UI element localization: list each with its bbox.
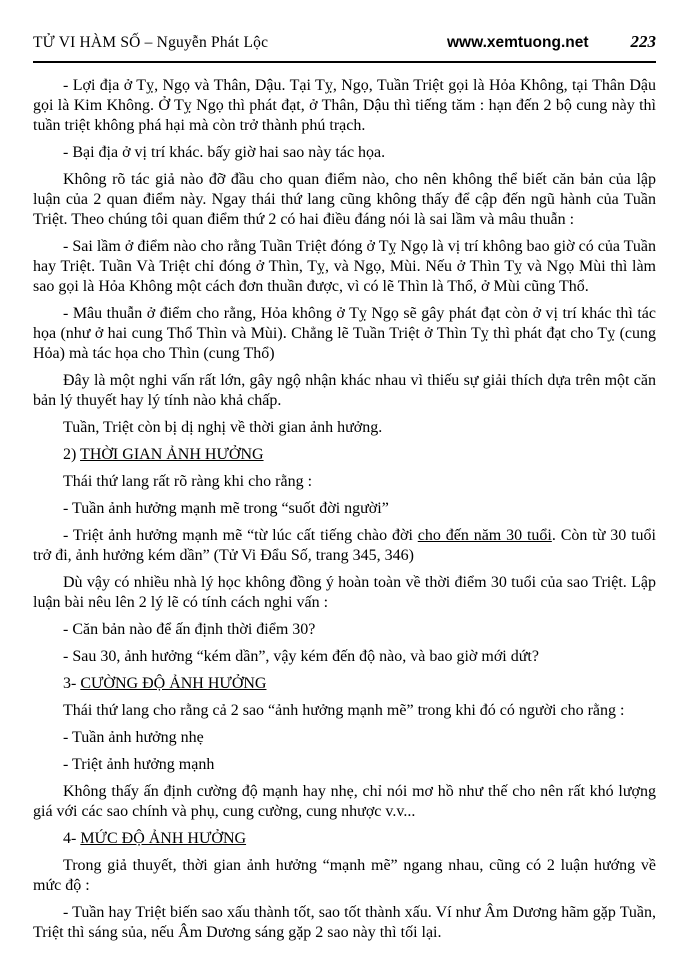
text-run: - Tuần hay Triệt biến sao xấu thành tốt, sao tốt thành xấu. Ví như Âm Dương hãm gặp Tuần, Triệt thì sáng sủa, nếu Âm Dương sáng gặp 2 sao này thì tối lại. xyxy=(33,904,656,941)
heading-number: 2) xyxy=(63,446,81,463)
text-run: - Căn bản nào để ấn định thời điểm 30? xyxy=(63,621,316,638)
page-number: 223 xyxy=(630,32,656,51)
text-run: Trong giả thuyết, thời gian ảnh hưởng “mạnh mẽ” ngang nhau, cũng có 2 luận hướng về mức độ : xyxy=(33,857,656,894)
text-run: - Triệt ảnh hưởng mạnh mẽ “từ lúc cất tiếng chào đời xyxy=(63,527,418,544)
website-url: www.xemtuong.net xyxy=(446,34,589,51)
paragraph xyxy=(33,856,656,896)
paragraph xyxy=(33,499,656,519)
text-run: - Tuần ảnh hưởng nhẹ xyxy=(63,729,204,746)
paragraph xyxy=(33,237,656,297)
paragraph xyxy=(33,371,656,411)
book-title: TỬ VI HÀM SỐ – Nguyễn Phát Lộc xyxy=(33,34,269,51)
text-run: Đây là một nghi vấn rất lớn, gây ngộ nhận khác nhau vì thiếu sự giải thích dựa trên một căn bản lý thuyết hay lý tính nào khả chấp. xyxy=(33,372,656,409)
paragraph xyxy=(33,620,656,640)
text-run: Dù vậy có nhiều nhà lý học không đồng ý hoàn toàn về thời điểm 30 tuổi của sao Triệt. Lập luận bài nêu lên 2 lý lẽ có tính cách nghi vấn : xyxy=(33,574,656,611)
paragraph xyxy=(33,728,656,748)
text-run: Thái thứ lang cho rằng cả 2 sao “ảnh hưởng mạnh mẽ” trong khi đó có người cho rằng : xyxy=(63,702,625,719)
text-run: - Sau 30, ảnh hưởng “kém dần”, vậy kém đến độ nào, và bao giờ mới dứt? xyxy=(63,648,539,665)
page-header xyxy=(33,0,656,63)
paragraph xyxy=(33,701,656,721)
paragraph xyxy=(33,418,656,438)
heading-title: MỨC ĐỘ ẢNH HƯỞNG xyxy=(80,830,247,847)
heading-title: CƯỜNG ĐỘ ẢNH HƯỞNG xyxy=(80,675,267,692)
text-run: - Mâu thuẫn ở điểm cho rằng, Hỏa không ở Tỵ Ngọ sẽ gây phát đạt còn ở vị trí khác thì tác họa (như ở hai cung Thổ Thìn và Mùi). Chẳng lẽ Tuần Triệt ở Thìn Tỵ thì phát đạt cho Tỵ (cung Hỏa) mà tác họa cho Thìn (cung Thổ) xyxy=(33,305,656,362)
paragraph xyxy=(33,143,656,163)
paragraph xyxy=(33,304,656,364)
text-run: Không thấy ấn định cường độ mạnh hay nhẹ, chỉ nói mơ hồ như thế cho nên rất khó lượng giá với các sao chính và phụ, cung cường, cung nhược v.v... xyxy=(33,783,656,820)
text-run: . Còn từ 30 tuổi trở đi, ảnh hưởng kém dần” (Tử Vi Đẩu Số, trang 345, 346) xyxy=(33,527,656,564)
paragraph xyxy=(33,573,656,613)
text-run: Thái thứ lang rất rõ ràng khi cho rằng : xyxy=(63,473,313,490)
text-run: Không rõ tác giả nào đỡ đầu cho quan điểm nào, cho nên không thể biết căn bản của lập luận của 2 quan điểm này. Ngay thái thứ lang cũng không thấy để cập đến ngũ hành của Tuần Triệt. Theo chúng tôi quan điểm thứ 2 có hai điều đáng nói là sai lầm và mâu thuẫn : xyxy=(33,171,656,228)
text-run: - Sai lầm ở điểm nào cho rằng Tuần Triệt đóng ở Tỵ Ngọ là vị trí không bao giờ có của Tuần hay Triệt. Tuần Và Triệt chỉ đóng ở Thìn, Tỵ, và Ngọ, Mùi. Nếu ở Thìn Tỵ và Ngọ Mùi thì làm sao gọi là Hỏa Không một cách đơn thuần được, vì có lẽ Thìn là Thổ, ở Mùi cũng Thổ. xyxy=(33,238,656,295)
paragraph xyxy=(33,755,656,775)
text-run: - Triệt ảnh hưởng mạnh xyxy=(63,756,215,773)
text-run: - Lợi địa ở Tỵ, Ngọ và Thân, Dậu. Tại Tỵ, Ngọ, Tuần Triệt gọi là Hỏa Không, tại Thân Dậu gọi là Kim Không. Ở Tỵ Ngọ thì phát đạt, ở Thân, Dậu thì tiếng tăm : hạn đến 2 bộ cung này thì tuần triệt không phá hại mà còn trở thành phú trạch. xyxy=(33,77,656,134)
underlined-text: cho đến năm 30 tuổi xyxy=(417,527,552,544)
section-heading xyxy=(33,445,656,465)
paragraph xyxy=(33,472,656,492)
paragraph xyxy=(33,782,656,822)
page-content xyxy=(33,76,656,943)
paragraph xyxy=(33,170,656,230)
heading-number: 3- xyxy=(63,675,81,692)
heading-title: THỜI GIAN ẢNH HƯỞNG xyxy=(80,446,264,463)
heading-number: 4- xyxy=(63,830,81,847)
header-right xyxy=(447,32,656,52)
paragraph xyxy=(33,76,656,136)
paragraph xyxy=(33,647,656,667)
paragraph xyxy=(33,903,656,943)
text-run: Tuần, Triệt còn bị dị nghị về thời gian ảnh hưởng. xyxy=(63,419,383,436)
text-run: - Bại địa ở vị trí khác. bấy giờ hai sao này tác họa. xyxy=(63,144,386,161)
section-heading xyxy=(33,829,656,849)
paragraph xyxy=(33,526,656,566)
text-run: - Tuần ảnh hưởng mạnh mẽ trong “suốt đời người” xyxy=(63,500,389,517)
section-heading xyxy=(33,674,656,694)
